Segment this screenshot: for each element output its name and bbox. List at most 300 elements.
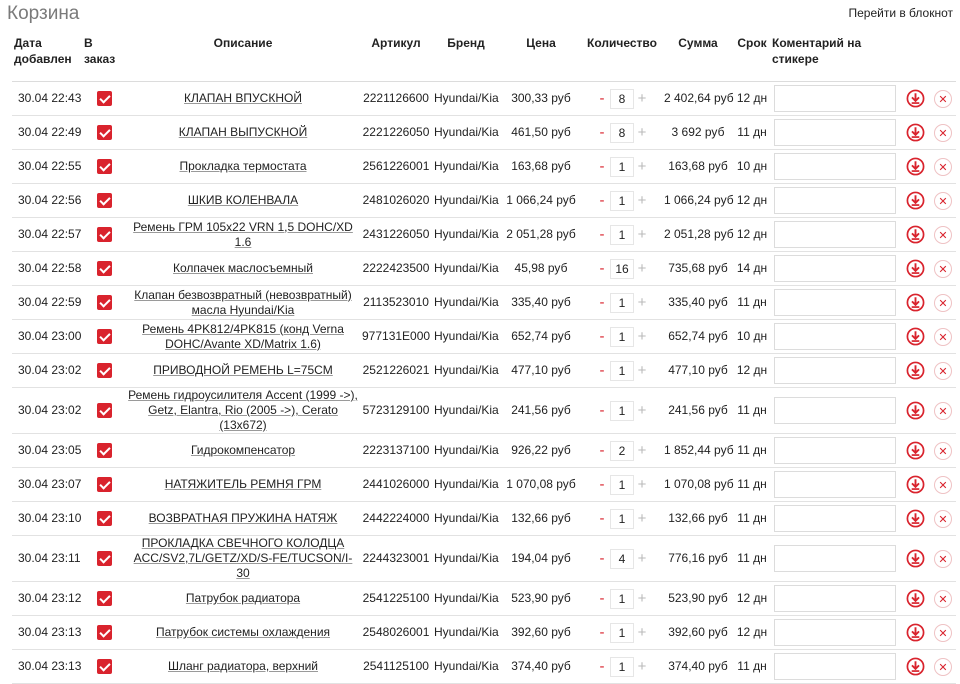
row-term: 11 дн <box>734 502 770 536</box>
row-comment-cell <box>770 320 900 354</box>
row-brand: Hyundai/Kia <box>432 116 500 150</box>
row-description-link[interactable]: Прокладка термостата <box>179 159 307 173</box>
row-comment-cell <box>770 582 900 616</box>
row-term: 10 дн <box>734 320 770 354</box>
row-brand: Hyundai/Kia <box>432 468 500 502</box>
checkbox-checked-icon[interactable] <box>97 227 112 242</box>
row-date: 30.04 23:00 <box>12 320 82 354</box>
close-icon[interactable]: ✕ <box>934 624 952 642</box>
row-price: 45,98 руб <box>500 252 582 286</box>
header-date: Дата добавлен <box>12 31 82 82</box>
row-date: 30.04 23:11 <box>12 536 82 582</box>
checkbox-checked-icon[interactable] <box>97 625 112 640</box>
row-article: 5723129100 <box>360 388 432 434</box>
sticker-comment-input[interactable] <box>774 357 896 384</box>
sticker-comment-input[interactable] <box>774 619 896 646</box>
qty-value[interactable]: 1 <box>610 589 634 609</box>
row-description-link[interactable]: ВОЗВРАТНАЯ ПРУЖИНА НАТЯЖ <box>148 511 338 525</box>
row-date: 30.04 22:57 <box>12 218 82 252</box>
header-comment: Коментарий на стикере <box>770 31 900 82</box>
row-quantity-cell <box>582 388 662 434</box>
row-brand: Hyundai/Kia <box>432 218 500 252</box>
sticker-comment-input[interactable] <box>774 545 896 572</box>
row-brand: Hyundai/Kia <box>432 616 500 650</box>
quantity-stepper <box>594 548 650 570</box>
close-icon[interactable]: ✕ <box>934 590 952 608</box>
row-description-link[interactable]: Клапан безвозвратный (невозвратный) масла Hyundai/Kia <box>134 287 352 317</box>
header-delete-spacer <box>930 31 956 82</box>
qty-minus-button[interactable]: - <box>599 509 605 527</box>
download-circle-icon[interactable] <box>906 401 925 420</box>
qty-minus-button[interactable]: - <box>599 441 605 459</box>
row-delete-cell <box>930 218 956 252</box>
row-article: 2244323001 <box>360 536 432 582</box>
row-delete-cell <box>930 320 956 354</box>
header-price: Цена <box>500 31 582 82</box>
table-row <box>12 116 956 150</box>
row-brand: Hyundai/Kia <box>432 320 500 354</box>
checkbox-checked-icon[interactable] <box>97 403 112 418</box>
row-download-cell <box>900 536 930 582</box>
checkbox-checked-icon[interactable] <box>97 659 112 674</box>
checkbox-checked-icon[interactable] <box>97 329 112 344</box>
row-comment-cell <box>770 650 900 684</box>
row-date: 30.04 22:59 <box>12 286 82 320</box>
row-description-cell <box>126 252 360 286</box>
qty-value[interactable]: 1 <box>610 475 634 495</box>
row-description-cell <box>126 82 360 116</box>
row-delete-cell <box>930 616 956 650</box>
download-circle-icon[interactable] <box>906 123 925 142</box>
download-circle-icon[interactable] <box>906 361 925 380</box>
qty-minus-button[interactable]: - <box>599 589 605 607</box>
qty-minus-button[interactable]: - <box>599 475 605 493</box>
quantity-stepper <box>594 360 650 382</box>
qty-value[interactable]: 4 <box>610 549 634 569</box>
row-article: 2221226050 <box>360 116 432 150</box>
row-order-cell <box>82 286 126 320</box>
qty-plus-button[interactable]: + <box>637 549 647 567</box>
row-description-cell <box>126 320 360 354</box>
row-download-cell <box>900 252 930 286</box>
row-description-cell <box>126 582 360 616</box>
checkbox-checked-icon[interactable] <box>97 91 112 106</box>
row-description-link[interactable]: КЛАПАН ВПУСКНОЙ <box>184 91 302 105</box>
qty-minus-button[interactable]: - <box>599 327 605 345</box>
row-description-link[interactable]: Ремень ГРМ 105x22 VRN 1,5 DOHC/XD 1.6 <box>133 219 353 249</box>
qty-plus-button[interactable]: + <box>637 589 647 607</box>
row-description-link[interactable]: Колпачек маслосъемный <box>173 261 313 275</box>
row-comment-cell <box>770 468 900 502</box>
row-article: 2223137100 <box>360 434 432 468</box>
row-order-cell <box>82 116 126 150</box>
row-order-cell <box>82 582 126 616</box>
download-circle-icon[interactable] <box>906 509 925 528</box>
quantity-stepper <box>594 508 650 530</box>
close-icon[interactable]: ✕ <box>934 192 952 210</box>
table-row <box>12 252 956 286</box>
row-download-cell <box>900 320 930 354</box>
row-term: 11 дн <box>734 536 770 582</box>
row-description-cell <box>126 434 360 468</box>
row-download-cell <box>900 582 930 616</box>
row-article: 2221126600 <box>360 82 432 116</box>
checkbox-checked-icon[interactable] <box>97 363 112 378</box>
qty-plus-button[interactable]: + <box>637 293 647 311</box>
row-order-cell <box>82 150 126 184</box>
row-sum: 335,40 руб <box>662 286 734 320</box>
close-icon[interactable]: ✕ <box>934 124 952 142</box>
qty-plus-button[interactable]: + <box>637 259 647 277</box>
table-row <box>12 434 956 468</box>
row-order-cell <box>82 388 126 434</box>
download-circle-icon[interactable] <box>906 327 925 346</box>
close-icon[interactable]: ✕ <box>934 158 952 176</box>
row-order-cell <box>82 320 126 354</box>
row-download-cell <box>900 184 930 218</box>
table-row <box>12 536 956 582</box>
qty-value[interactable]: 1 <box>610 657 634 677</box>
quantity-stepper <box>594 224 650 246</box>
checkbox-checked-icon[interactable] <box>97 193 112 208</box>
close-icon[interactable]: ✕ <box>934 90 952 108</box>
close-icon[interactable]: ✕ <box>934 442 952 460</box>
row-delete-cell <box>930 286 956 320</box>
row-description-link[interactable]: ШКИВ КОЛЕНВАЛА <box>187 193 299 207</box>
row-quantity-cell <box>582 320 662 354</box>
row-brand: Hyundai/Kia <box>432 388 500 434</box>
row-date: 30.04 23:13 <box>12 650 82 684</box>
row-term: 12 дн <box>734 354 770 388</box>
row-order-cell <box>82 616 126 650</box>
quantity-stepper <box>594 440 650 462</box>
qty-value[interactable]: 1 <box>610 401 634 421</box>
table-row <box>12 468 956 502</box>
qty-plus-button[interactable]: + <box>637 623 647 641</box>
qty-value[interactable]: 8 <box>610 123 634 143</box>
row-description-link[interactable]: НАТЯЖИТЕЛЬ РЕМНЯ ГРМ <box>164 477 322 491</box>
qty-minus-button[interactable]: - <box>599 191 605 209</box>
quantity-stepper <box>594 656 650 678</box>
row-price: 392,60 руб <box>500 616 582 650</box>
row-brand: Hyundai/Kia <box>432 502 500 536</box>
table-row <box>12 502 956 536</box>
row-price: 241,56 руб <box>500 388 582 434</box>
row-sum: 374,40 руб <box>662 650 734 684</box>
header-brand: Бренд <box>432 31 500 82</box>
row-order-cell <box>82 252 126 286</box>
close-icon[interactable]: ✕ <box>934 402 952 420</box>
download-circle-icon[interactable] <box>906 549 925 568</box>
row-comment-cell <box>770 218 900 252</box>
qty-plus-button[interactable]: + <box>637 191 647 209</box>
row-delete-cell <box>930 582 956 616</box>
close-icon[interactable]: ✕ <box>934 260 952 278</box>
download-circle-icon[interactable] <box>906 441 925 460</box>
row-article: 977131E000 <box>360 320 432 354</box>
row-price: 461,50 руб <box>500 116 582 150</box>
qty-plus-button[interactable]: + <box>637 225 647 243</box>
checkbox-checked-icon[interactable] <box>97 591 112 606</box>
download-circle-icon[interactable] <box>906 623 925 642</box>
quantity-stepper <box>594 622 650 644</box>
qty-value[interactable]: 8 <box>610 89 634 109</box>
close-icon[interactable]: ✕ <box>934 476 952 494</box>
page-title: Корзина <box>7 3 80 24</box>
row-download-cell <box>900 218 930 252</box>
row-comment-cell <box>770 82 900 116</box>
row-comment-cell <box>770 252 900 286</box>
row-term: 11 дн <box>734 434 770 468</box>
row-term: 11 дн <box>734 650 770 684</box>
qty-minus-button[interactable]: - <box>599 259 605 277</box>
row-download-cell <box>900 82 930 116</box>
row-description-cell <box>126 536 360 582</box>
sticker-comment-input[interactable] <box>774 187 896 214</box>
row-description-cell <box>126 388 360 434</box>
qty-plus-button[interactable]: + <box>637 401 647 419</box>
row-term: 12 дн <box>734 218 770 252</box>
checkbox-checked-icon[interactable] <box>97 125 112 140</box>
qty-plus-button[interactable]: + <box>637 157 647 175</box>
row-description-link[interactable]: Шланг радиатора, верхний <box>167 659 318 673</box>
qty-minus-button[interactable]: - <box>599 549 605 567</box>
row-term: 11 дн <box>734 116 770 150</box>
row-sum: 2 402,64 руб <box>662 82 734 116</box>
sticker-comment-input[interactable] <box>774 119 896 146</box>
row-sum: 1 852,44 руб <box>662 434 734 468</box>
close-icon[interactable]: ✕ <box>934 294 952 312</box>
qty-minus-button[interactable]: - <box>599 123 605 141</box>
row-price: 652,74 руб <box>500 320 582 354</box>
checkbox-checked-icon[interactable] <box>97 295 112 310</box>
sticker-comment-input[interactable] <box>774 585 896 612</box>
row-description-link[interactable]: Ремень гидроусилителя Accent (1999 ->), Getz, Elantra, Rio (2005 ->), Cerato (13x672) <box>128 388 358 432</box>
sticker-comment-input[interactable] <box>774 323 896 350</box>
row-comment-cell <box>770 116 900 150</box>
row-brand: Hyundai/Kia <box>432 82 500 116</box>
row-quantity-cell <box>582 502 662 536</box>
qty-plus-button[interactable]: + <box>637 657 647 675</box>
row-quantity-cell <box>582 434 662 468</box>
row-comment-cell <box>770 184 900 218</box>
quantity-stepper <box>594 156 650 178</box>
header-term: Срок <box>734 31 770 82</box>
sticker-comment-input[interactable] <box>774 85 896 112</box>
row-article: 2541225100 <box>360 582 432 616</box>
row-sum: 163,68 руб <box>662 150 734 184</box>
qty-value[interactable]: 1 <box>610 509 634 529</box>
row-delete-cell <box>930 434 956 468</box>
download-circle-icon[interactable] <box>906 657 925 676</box>
row-download-cell <box>900 650 930 684</box>
close-icon[interactable]: ✕ <box>934 510 952 528</box>
qty-minus-button[interactable]: - <box>599 293 605 311</box>
sticker-comment-input[interactable] <box>774 653 896 680</box>
row-description-link[interactable]: КЛАПАН ВЫПУСКНОЙ <box>178 125 308 139</box>
row-download-cell <box>900 434 930 468</box>
row-quantity-cell <box>582 286 662 320</box>
table-row <box>12 388 956 434</box>
row-article: 2561226001 <box>360 150 432 184</box>
row-comment-cell <box>770 434 900 468</box>
cart-body <box>12 82 956 684</box>
qty-plus-button[interactable]: + <box>637 509 647 527</box>
quantity-stepper <box>594 88 650 110</box>
row-description-cell <box>126 354 360 388</box>
row-term: 11 дн <box>734 388 770 434</box>
checkbox-checked-icon[interactable] <box>97 159 112 174</box>
row-description-cell <box>126 616 360 650</box>
qty-plus-button[interactable]: + <box>637 89 647 107</box>
close-icon[interactable]: ✕ <box>934 226 952 244</box>
row-sum: 652,74 руб <box>662 320 734 354</box>
download-circle-icon[interactable] <box>906 259 925 278</box>
row-term: 14 дн <box>734 252 770 286</box>
notebook-link[interactable]: Перейти в блокнот <box>848 6 953 20</box>
row-quantity-cell <box>582 184 662 218</box>
close-icon[interactable]: ✕ <box>934 362 952 380</box>
qty-minus-button[interactable]: - <box>599 157 605 175</box>
row-price: 300,33 руб <box>500 82 582 116</box>
row-date: 30.04 22:55 <box>12 150 82 184</box>
close-icon[interactable]: ✕ <box>934 550 952 568</box>
row-comment-cell <box>770 388 900 434</box>
row-date: 30.04 23:02 <box>12 354 82 388</box>
sticker-comment-input[interactable] <box>774 397 896 424</box>
checkbox-checked-icon[interactable] <box>97 511 112 526</box>
row-description-link[interactable]: Патрубок системы охлаждения <box>155 625 331 639</box>
download-circle-icon[interactable] <box>906 225 925 244</box>
row-delete-cell <box>930 150 956 184</box>
row-price: 926,22 руб <box>500 434 582 468</box>
row-term: 10 дн <box>734 150 770 184</box>
header-sum: Сумма <box>662 31 734 82</box>
row-description-link[interactable]: Ремень 4PK812/4PK815 (конд Verna DOHC/Avante XD/Matrix 1.6) <box>142 321 344 351</box>
checkbox-checked-icon[interactable] <box>97 443 112 458</box>
row-delete-cell <box>930 468 956 502</box>
qty-value[interactable]: 1 <box>610 327 634 347</box>
row-price: 477,10 руб <box>500 354 582 388</box>
row-term: 12 дн <box>734 582 770 616</box>
sticker-comment-input[interactable] <box>774 437 896 464</box>
row-comment-cell <box>770 354 900 388</box>
qty-minus-button[interactable]: - <box>599 657 605 675</box>
sticker-comment-input[interactable] <box>774 255 896 282</box>
table-row <box>12 286 956 320</box>
qty-value[interactable]: 16 <box>610 259 634 279</box>
table-header-row <box>12 31 956 82</box>
row-quantity-cell <box>582 116 662 150</box>
row-price: 2 051,28 руб <box>500 218 582 252</box>
row-description-link[interactable]: ПРОКЛАДКА СВЕЧНОГО КОЛОДЦА ACC/SV2,7L/GETZ/XD/S-FE/TUCSON/I-30 <box>133 536 353 580</box>
row-description-link[interactable]: Патрубок радиатора <box>185 591 301 605</box>
download-circle-icon[interactable] <box>906 191 925 210</box>
checkbox-checked-icon[interactable] <box>97 551 112 566</box>
row-comment-cell <box>770 616 900 650</box>
sticker-comment-input[interactable] <box>774 153 896 180</box>
row-article: 2481026020 <box>360 184 432 218</box>
header-article: Артикул <box>360 31 432 82</box>
download-circle-icon[interactable] <box>906 475 925 494</box>
download-circle-icon[interactable] <box>906 89 925 108</box>
header-order: В заказ <box>82 31 126 82</box>
table-row <box>12 616 956 650</box>
download-circle-icon[interactable] <box>906 157 925 176</box>
qty-value[interactable]: 1 <box>610 157 634 177</box>
header-quantity: Количество <box>582 31 662 82</box>
row-download-cell <box>900 116 930 150</box>
download-circle-icon[interactable] <box>906 589 925 608</box>
row-comment-cell <box>770 286 900 320</box>
row-term: 11 дн <box>734 286 770 320</box>
close-icon[interactable]: ✕ <box>934 658 952 676</box>
row-date: 30.04 23:05 <box>12 434 82 468</box>
row-order-cell <box>82 468 126 502</box>
qty-minus-button[interactable]: - <box>599 401 605 419</box>
qty-plus-button[interactable]: + <box>637 361 647 379</box>
qty-value[interactable]: 1 <box>610 191 634 211</box>
qty-minus-button[interactable]: - <box>599 89 605 107</box>
qty-value[interactable]: 2 <box>610 441 634 461</box>
row-quantity-cell <box>582 468 662 502</box>
row-description-link[interactable]: ПРИВОДНОЙ РЕМЕНЬ L=75CM <box>153 363 333 377</box>
row-quantity-cell <box>582 218 662 252</box>
row-price: 132,66 руб <box>500 502 582 536</box>
row-price: 374,40 руб <box>500 650 582 684</box>
sticker-comment-input[interactable] <box>774 221 896 248</box>
row-quantity-cell <box>582 82 662 116</box>
sticker-comment-input[interactable] <box>774 471 896 498</box>
qty-value[interactable]: 1 <box>610 623 634 643</box>
qty-plus-button[interactable]: + <box>637 475 647 493</box>
row-delete-cell <box>930 502 956 536</box>
table-row <box>12 82 956 116</box>
quantity-stepper <box>594 400 650 422</box>
row-download-cell <box>900 616 930 650</box>
sticker-comment-input[interactable] <box>774 289 896 316</box>
qty-plus-button[interactable]: + <box>637 327 647 345</box>
row-quantity-cell <box>582 582 662 616</box>
qty-plus-button[interactable]: + <box>637 441 647 459</box>
qty-value[interactable]: 1 <box>610 293 634 313</box>
row-order-cell <box>82 354 126 388</box>
quantity-stepper <box>594 190 650 212</box>
row-date: 30.04 22:43 <box>12 82 82 116</box>
qty-value[interactable]: 1 <box>610 361 634 381</box>
row-sum: 3 692 руб <box>662 116 734 150</box>
header-description: Описание <box>126 31 360 82</box>
row-article: 2521226021 <box>360 354 432 388</box>
qty-minus-button[interactable]: - <box>599 623 605 641</box>
row-description-link[interactable]: Гидрокомпенсатор <box>190 443 296 457</box>
checkbox-checked-icon[interactable] <box>97 261 112 276</box>
row-term: 12 дн <box>734 184 770 218</box>
checkbox-checked-icon[interactable] <box>97 477 112 492</box>
qty-value[interactable]: 1 <box>610 225 634 245</box>
download-circle-icon[interactable] <box>906 293 925 312</box>
row-description-cell <box>126 116 360 150</box>
close-icon[interactable]: ✕ <box>934 328 952 346</box>
qty-minus-button[interactable]: - <box>599 361 605 379</box>
row-term: 12 дн <box>734 616 770 650</box>
sticker-comment-input[interactable] <box>774 505 896 532</box>
table-row <box>12 320 956 354</box>
qty-minus-button[interactable]: - <box>599 225 605 243</box>
table-row <box>12 354 956 388</box>
row-price: 1 066,24 руб <box>500 184 582 218</box>
qty-plus-button[interactable]: + <box>637 123 647 141</box>
